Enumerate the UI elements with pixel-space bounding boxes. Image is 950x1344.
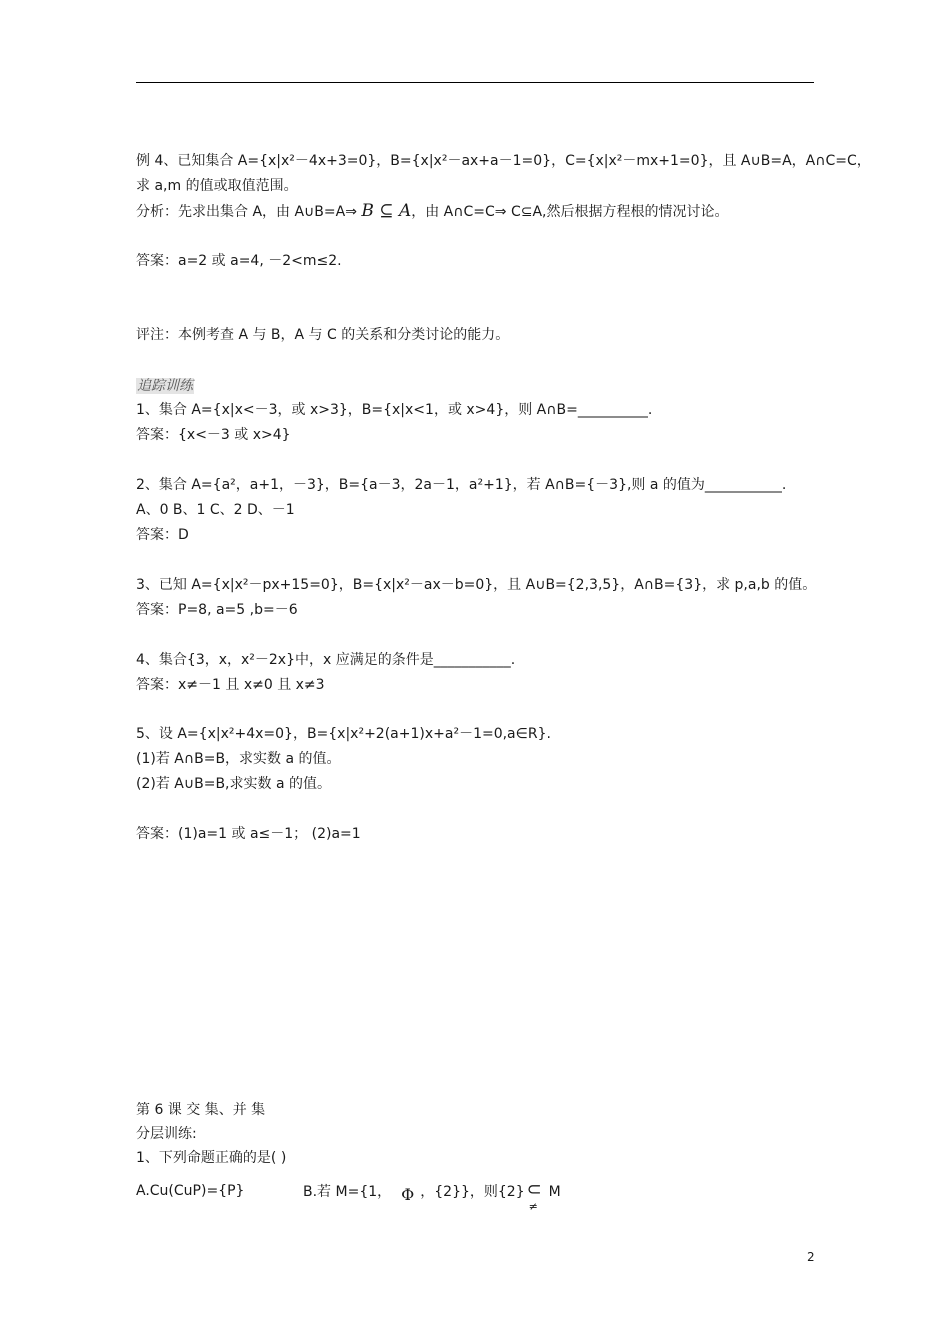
tracking-heading-text: 追踪训练 [137, 378, 193, 394]
tracking-a4: 答案：x≠－1 且 x≠0 且 x≠3 [136, 677, 325, 693]
option-b-text-c: M [548, 1184, 561, 1200]
tracking-a5: 答案：(1)a=1 或 a≤－1； (2)a=1 [136, 826, 361, 842]
lesson6-subtitle: 分层训练: [136, 1126, 197, 1142]
lesson6-title: 第 6 课 交 集、并 集 [136, 1102, 266, 1118]
analysis-text-a: 分析：先求出集合 A，由 A∪B=A⇒ [136, 204, 362, 220]
proper-subset-symbol [526, 1179, 547, 1213]
header-rule [136, 82, 814, 83]
tracking-a2: 答案：D [136, 527, 189, 543]
lesson6-option-b [303, 1179, 561, 1213]
tracking-q4: 4、集合{3，x，x²－2x}中，x 应满足的条件是___________. [136, 652, 516, 668]
tracking-a1: 答案：{x<－3 或 x>4} [136, 427, 291, 443]
tracking-q1: 1、集合 A={x|x<－3，或 x>3}，B={x|x<1，或 x>4}，则 A∩B=__________. [136, 402, 653, 418]
example4-line2: 求 a,m 的值或取值范围。 [136, 178, 298, 194]
tracking-q2-options: A、0 B、1 C、2 D、－1 [136, 502, 295, 518]
option-b-text-a: B.若 M={1， [303, 1184, 392, 1200]
example4-answer: 答案：a=2 或 a=4, －2<m≤2. [136, 253, 342, 269]
lesson6-option-a: A.Cu(CuP)={P} [136, 1183, 245, 1199]
lesson6-q1: 1、下列命题正确的是( ) [136, 1150, 287, 1166]
example4-line1: 例 4、已知集合 A={x|x²－4x+3=0}，B={x|x²－ax+a－1=0}，C={x|x²－mx+1=0}，且 A∪B=A，A∩C=C， [136, 153, 871, 169]
example4-comment: 评注：本例考查 A 与 B，A 与 C 的关系和分类讨论的能力。 [136, 327, 510, 343]
empty-set-symbol: Φ [401, 1185, 415, 1204]
tracking-q3: 3、已知 A={x|x²－px+15=0}，B={x|x²－ax－b=0}，且 A∪B={2,3,5}，A∩B={3}，求 p,a,b 的值。 [136, 577, 817, 593]
tracking-q5-part2: (2)若 A∪B=B,求实数 a 的值。 [136, 776, 331, 792]
page-number: 2 [807, 1250, 815, 1264]
analysis-math: B ⊆ A [361, 201, 412, 221]
option-b-text-b: ，{2}}，则{2} [420, 1184, 525, 1200]
subset-bottom-glyph: ≠ [528, 1200, 538, 1213]
example4-analysis [136, 201, 729, 222]
analysis-text-b: ，由 A∩C=C⇒ C⊆A,然后根据方程根的情况讨论。 [411, 204, 729, 220]
tracking-q5-part1: (1)若 A∩B=B，求实数 a 的值。 [136, 751, 341, 767]
tracking-heading [136, 376, 194, 396]
subset-top-glyph: ⊂ [526, 1179, 542, 1200]
tracking-q2: 2、集合 A={a²，a+1，－3}，B={a－3，2a－1，a²+1}，若 A∩B={－3},则 a 的值为___________. [136, 477, 787, 493]
tracking-a3: 答案：P=8, a=5 ,b=－6 [136, 602, 298, 618]
tracking-q5: 5、设 A={x|x²+4x=0}，B={x|x²+2(a+1)x+a²－1=0,a∈R}. [136, 726, 551, 742]
